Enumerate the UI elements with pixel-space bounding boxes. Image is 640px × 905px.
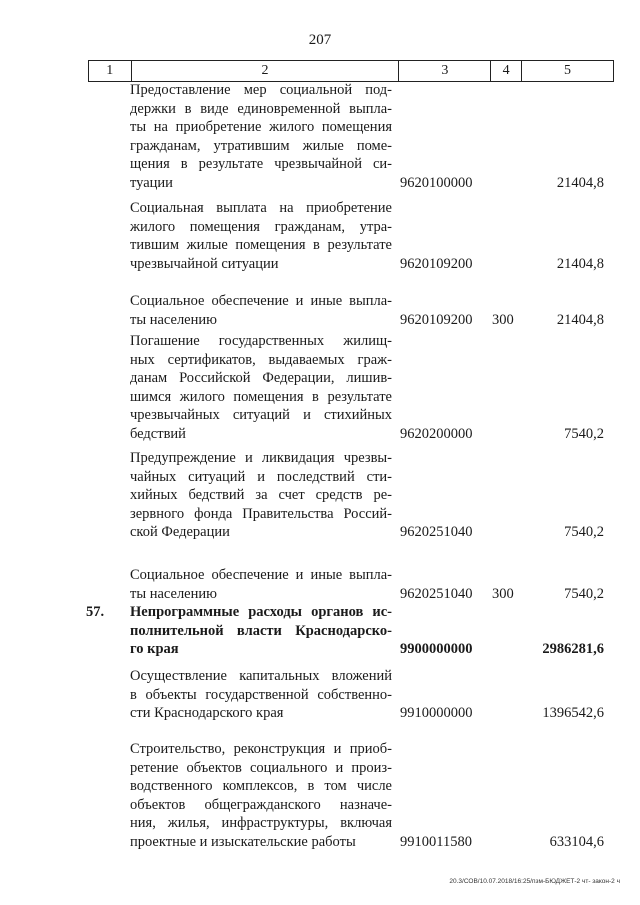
- page-number: 207: [308, 32, 332, 48]
- table-row: [0, 199, 640, 273]
- row-description: [130, 566, 392, 603]
- table-row: [0, 449, 640, 542]
- description-line: сти Краснодарского края: [130, 705, 284, 722]
- description-line: ты на приобретение жилого помещения: [130, 119, 392, 136]
- description-line: го края: [130, 641, 179, 658]
- amount: 633104,6: [549, 834, 604, 850]
- header-col-5: 5: [522, 61, 614, 82]
- description-line: щения в результате чрезвычайной си-: [130, 156, 392, 173]
- description-line: проектные и изыскательские работы: [130, 833, 356, 850]
- description-line: Социальная выплата на приобретение: [130, 200, 392, 216]
- target-article-code: 9620100000: [400, 175, 473, 191]
- description-line: хийных бедствий за счет средств ре-: [130, 487, 392, 504]
- description-line: ных сертификатов, выдаваемых граж-: [130, 351, 392, 368]
- table-row: [0, 603, 640, 659]
- table-row: [0, 566, 640, 603]
- description-line: Предоставление мер социальной под-: [130, 82, 392, 98]
- row-description: [130, 81, 392, 193]
- row-description: [130, 199, 392, 273]
- target-article-code: 9620109200: [400, 255, 473, 272]
- target-article-code: 9620251040: [400, 524, 473, 541]
- description-line: ской Федерации: [130, 524, 230, 541]
- row-number: 57.: [86, 604, 105, 620]
- description-line: зервного фонда Правительства Россий-: [130, 505, 392, 522]
- row-description: [130, 449, 392, 542]
- amount: 7540,2: [564, 524, 604, 541]
- description-line: чрезвычайной ситуации: [130, 255, 279, 272]
- description-line: ты населению: [130, 311, 217, 328]
- amount: 7540,2: [564, 585, 604, 602]
- table-row: [0, 292, 640, 329]
- row-description: [130, 740, 392, 852]
- description-line: тившим жилые помещения в результате: [130, 237, 392, 254]
- footer-stamp: 20.3/СОВ/10.07.2018/16:25/пзм-БЮДЖЕТ-2 чт- закон-2 ч: [449, 878, 620, 885]
- description-line: Предупреждение и ликвидация чрезвы-: [130, 450, 392, 466]
- row-description: [130, 332, 392, 444]
- description-line: бедствий: [130, 425, 186, 442]
- expense-type-code: 300: [492, 311, 514, 328]
- description-line: полнительной власти Краснодарско-: [130, 622, 392, 639]
- description-line: водственного комплексов, в том числе: [130, 778, 392, 795]
- amount: 2986281,6: [542, 641, 604, 658]
- description-line: чайных ситуаций и последствий сти-: [130, 468, 392, 485]
- row-description: [130, 667, 392, 723]
- header-col-1: 1: [89, 61, 132, 82]
- row-description: [130, 292, 392, 329]
- table-header: [88, 60, 614, 82]
- description-line: жилого помещения гражданам, утра-: [130, 218, 392, 235]
- table-row: [0, 81, 640, 193]
- description-line: ретение объектов социального и произ-: [130, 759, 392, 776]
- amount: 21404,8: [556, 311, 604, 328]
- description-line: шимся жилого помещения в результате: [130, 388, 392, 405]
- table-row: [0, 667, 640, 723]
- description-line: Строительство, реконструкция и приоб-: [130, 741, 392, 757]
- description-line: чрезвычайных ситуаций и стихийных: [130, 407, 392, 424]
- description-line: Осуществление капитальных вложений: [130, 668, 392, 684]
- description-line: данам Российской Федерации, лишив-: [130, 370, 392, 387]
- description-line: ты населению: [130, 585, 217, 602]
- description-line: Непрограммные расходы органов ис-: [130, 604, 392, 620]
- amount: 21404,8: [556, 255, 604, 272]
- description-line: в объекты государственной собственно-: [130, 686, 392, 703]
- target-article-code: 9900000000: [400, 641, 473, 658]
- description-line: гражданам, утратившим жилые поме-: [130, 137, 392, 154]
- description-line: ния, жилья, инфраструктуры, включая: [130, 815, 392, 832]
- header-col-3: 3: [399, 61, 491, 82]
- table-row: [0, 332, 640, 444]
- target-article-code: 9910011580: [400, 834, 472, 850]
- amount: 21404,8: [556, 175, 604, 191]
- target-article-code: 9620109200: [400, 311, 473, 328]
- amount: 1396542,6: [542, 705, 604, 722]
- target-article-code: 9910000000: [400, 705, 473, 722]
- row-description: [130, 603, 392, 659]
- target-article-code: 9620251040: [400, 585, 473, 602]
- header-col-2: 2: [131, 61, 399, 82]
- header-col-4: 4: [491, 61, 522, 82]
- description-line: держки в виде единовременной выпла-: [130, 100, 392, 117]
- description-line: туации: [130, 174, 173, 191]
- target-article-code: 9620200000: [400, 426, 473, 442]
- table-row: [0, 740, 640, 852]
- amount: 7540,2: [564, 426, 604, 442]
- description-line: Погашение государственных жилищ-: [130, 333, 392, 349]
- expense-type-code: 300: [492, 585, 514, 602]
- description-line: Социальное обеспечение и иные выпла-: [130, 293, 392, 309]
- description-line: Социальное обеспечение и иные выпла-: [130, 567, 392, 583]
- description-line: объектов общегражданского назначе-: [130, 796, 392, 813]
